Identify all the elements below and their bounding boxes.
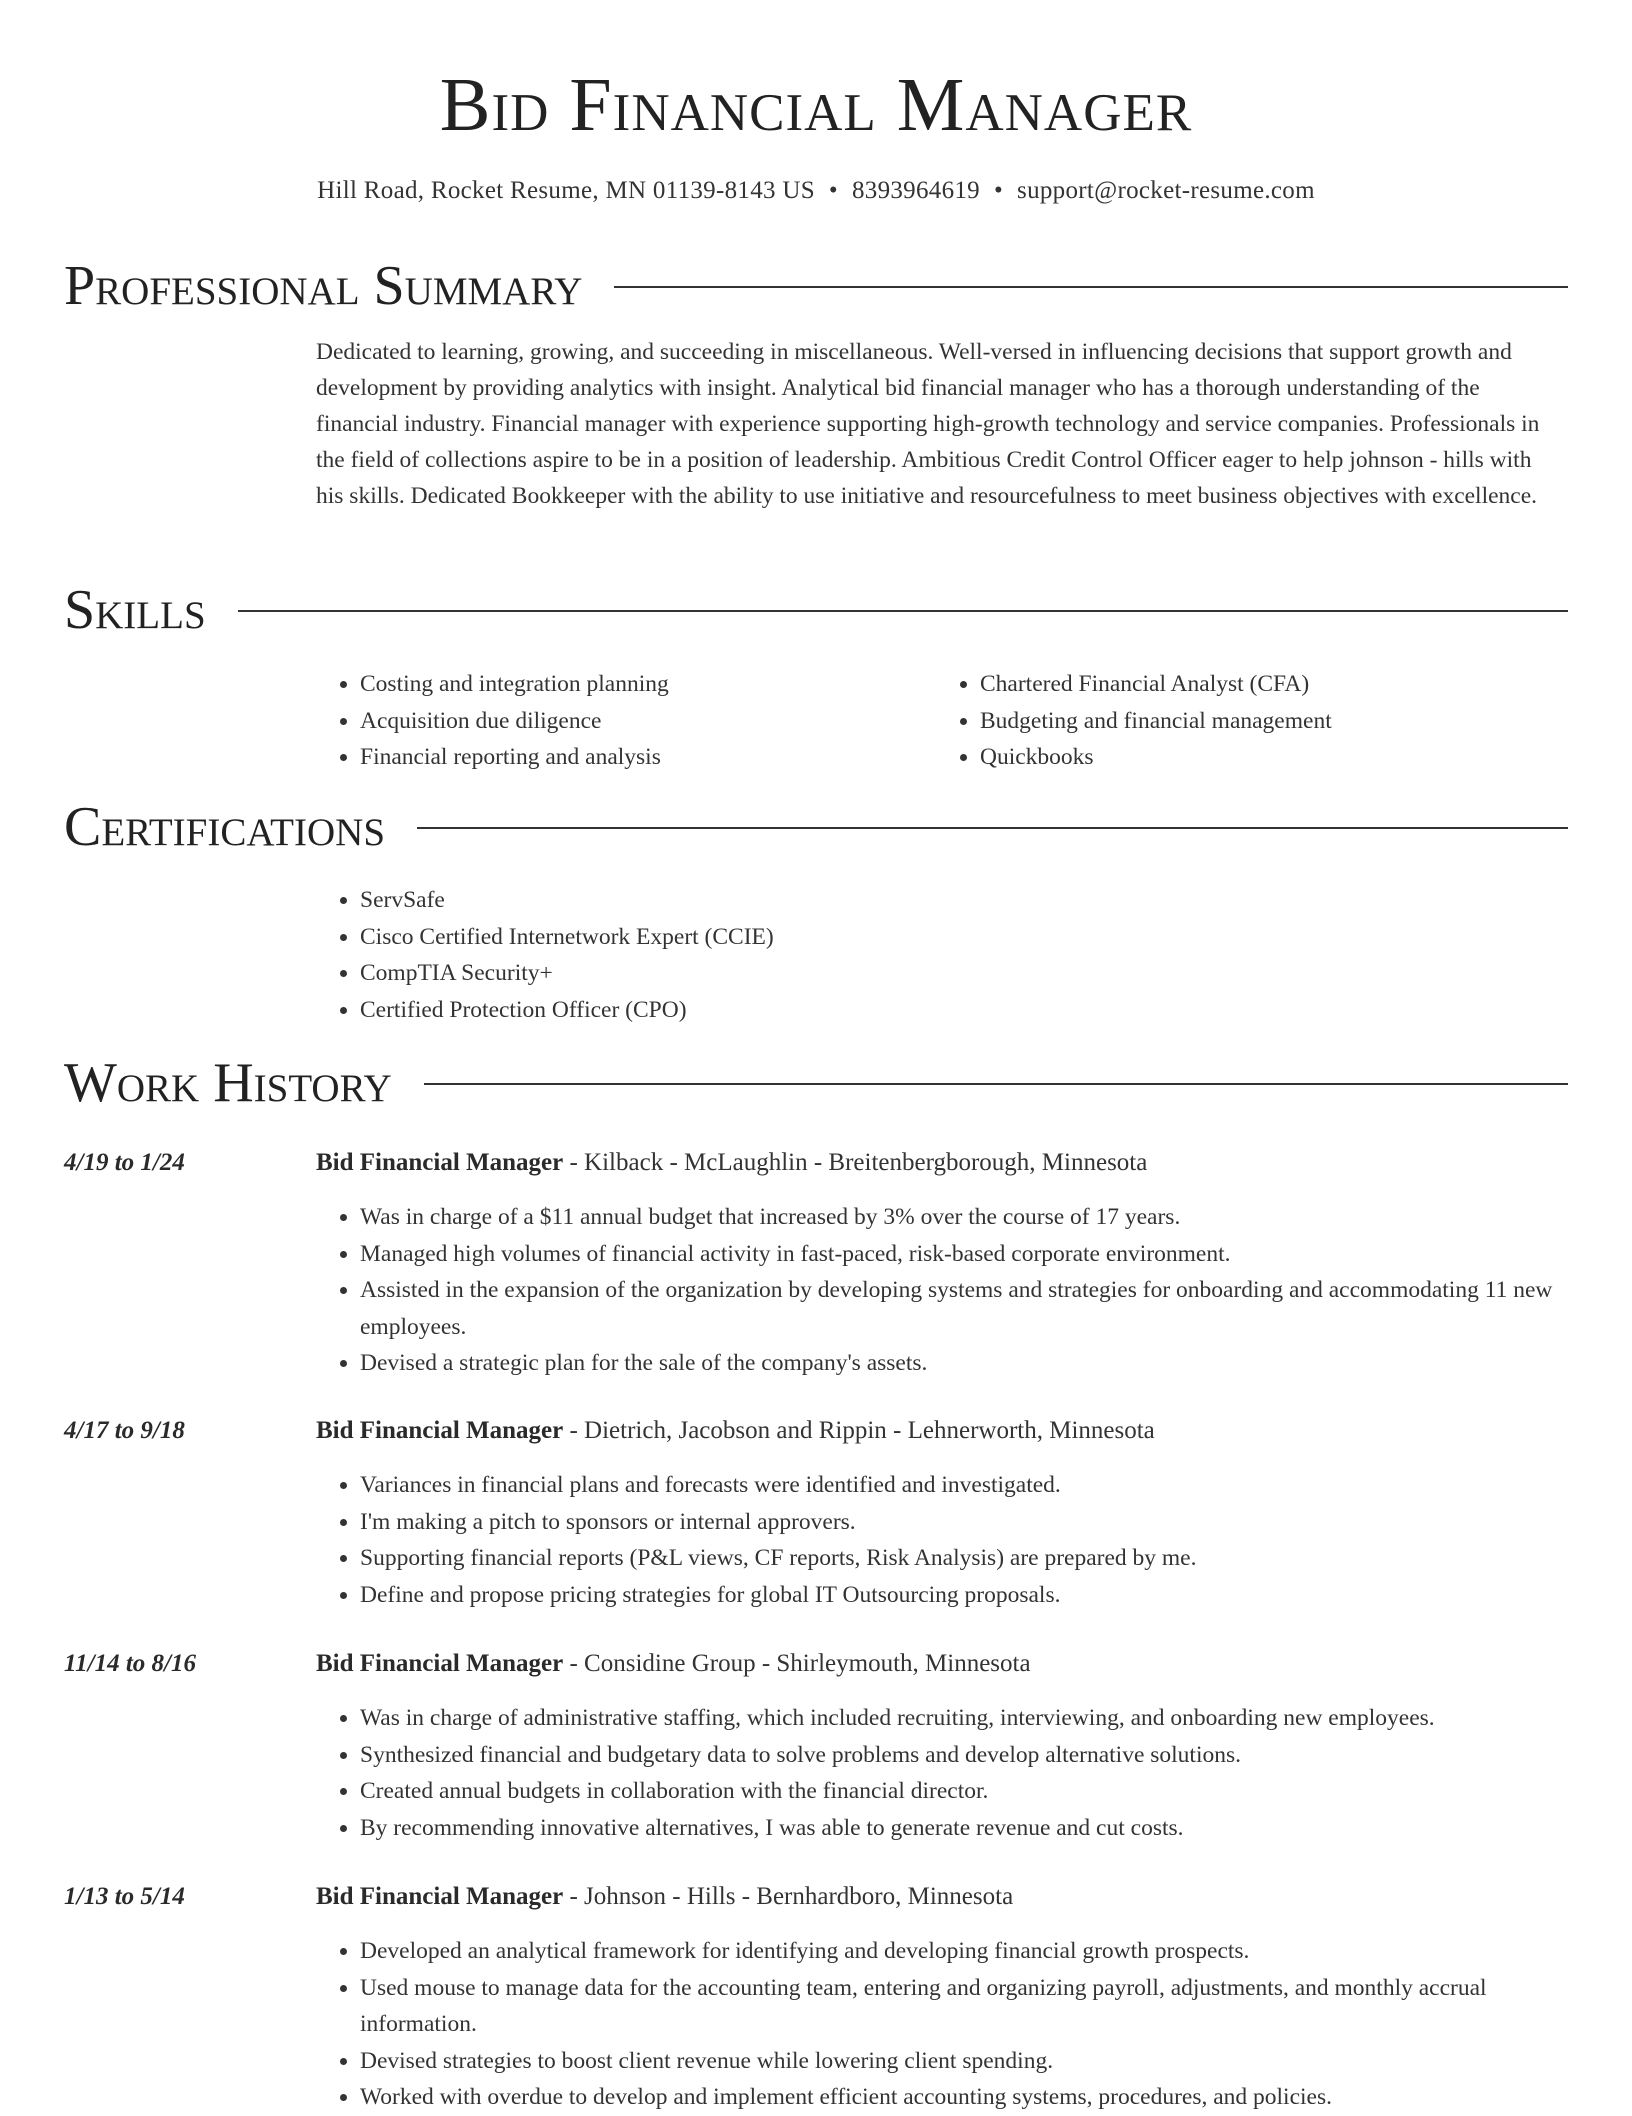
work-section-title: Work History	[64, 1052, 392, 1114]
skills-section-header	[64, 578, 1568, 642]
job-employer: - Considine Group - Shirleymouth, Minnesota	[563, 1650, 1031, 1677]
job-role: Bid Financial Manager	[316, 1650, 564, 1677]
skill-item: • Chartered Financial Analyst (CFA)	[980, 666, 1556, 703]
certification-item: • Certified Protection Officer (CPO)	[360, 992, 1564, 1029]
section-divider	[238, 610, 1568, 612]
summary-text: Dedicated to learning, growing, and succeeding in miscellaneous. Well-versed in influencing decisions that support growth and development by providing analytics with insight. Analytical bid financial manager who has a thorough understanding of the financial industry. Financial manager with experience supporting high-growth technology and service companies. Professionals in the field of collections aspire to be in a position of leadership. Ambitious Credit Control Officer eager to help johnson - hills with his skills. Dedicated Bookkeeper with the ability to use initiative and resourcefulness to meet business objectives with excellence.	[316, 339, 1540, 509]
job-bullet: • Created annual budgets in collaboration with the financial director.	[360, 1773, 1564, 1810]
job-bullet: • By recommending innovative alternatives, I was able to generate revenue and cut costs.	[360, 1810, 1564, 1847]
job-bullet: • Devised strategies to boost client revenue while lowering client spending.	[360, 2043, 1564, 2080]
contact-separator: •	[828, 177, 838, 204]
job-employer: - Dietrich, Jacobson and Rippin - Lehnerworth, Minnesota	[563, 1417, 1155, 1444]
job-bullet: • Developed an analytical framework for identifying and developing financial growth prospects.	[360, 1933, 1564, 1970]
job-role: Bid Financial Manager	[316, 1417, 564, 1444]
certification-item: • ServSafe	[360, 882, 1564, 919]
job-bullet: • Was in charge of administrative staffing, which included recruiting, interviewing, and onboarding new employees.	[360, 1700, 1564, 1737]
certification-item: • CompTIA Security+	[360, 955, 1564, 992]
job-bullets	[316, 1700, 1564, 1846]
job-dates: 4/17 to 9/18	[64, 1417, 185, 1444]
skills-section-title: Skills	[64, 579, 206, 641]
job-dates: 4/19 to 1/24	[64, 1149, 185, 1176]
section-divider	[614, 286, 1568, 288]
job-title-line	[316, 1145, 1147, 1181]
job-bullets	[316, 1933, 1564, 2116]
contact-email[interactable]: support@rocket-resume.com	[1017, 177, 1315, 204]
job-bullet: • Managed high volumes of financial activity in fast-paced, risk-based corporate environment.	[360, 1236, 1564, 1273]
skill-item: • Costing and integration planning	[360, 666, 936, 703]
job-bullets	[316, 1199, 1564, 1382]
job-title-line	[316, 1413, 1155, 1449]
job-employer: - Johnson - Hills - Bernhardboro, Minnesota	[563, 1883, 1014, 1910]
job-role: Bid Financial Manager	[316, 1149, 564, 1176]
skills-column-right	[936, 666, 1556, 776]
skill-item: • Financial reporting and analysis	[360, 739, 936, 776]
skills-list	[316, 666, 1564, 776]
job-bullet: • Synthesized financial and budgetary data to solve problems and develop alternative solutions.	[360, 1737, 1564, 1774]
candidate-name: Bid Financial Manager	[439, 63, 1193, 147]
job-dates: 1/13 to 5/14	[64, 1883, 185, 1910]
job-role: Bid Financial Manager	[316, 1883, 564, 1910]
skill-item: • Quickbooks	[980, 739, 1556, 776]
job-bullet: • Define and propose pricing strategies for global IT Outsourcing proposals.	[360, 1577, 1564, 1614]
job-bullets	[316, 1467, 1564, 1613]
section-divider	[424, 1083, 1568, 1085]
job-bullet: • Assisted in the expansion of the organization by developing systems and strategies for onboarding and accommodating 11 new employees.	[360, 1272, 1564, 1345]
job-title-line	[316, 1879, 1013, 1915]
certifications-list	[316, 882, 1564, 1028]
job-bullet: • Devised a strategic plan for the sale of the company's assets.	[360, 1345, 1564, 1382]
contact-separator: •	[993, 177, 1004, 204]
certifications-section-header	[64, 795, 1568, 859]
job-bullet: • Worked with overdue to develop and implement efficient accounting systems, procedures, and policies.	[360, 2079, 1564, 2116]
job-bullet: • I'm making a pitch to sponsors or internal approvers.	[360, 1504, 1564, 1541]
work-section-header	[64, 1051, 1568, 1115]
summary-section-title: Professional Summary	[64, 255, 583, 317]
job-bullet: • Variances in financial plans and forecasts were identified and investigated.	[360, 1467, 1564, 1504]
contact-phone: 8393964619	[851, 177, 980, 204]
contact-line	[0, 174, 1632, 208]
section-divider	[417, 827, 1568, 829]
summary-section-header	[64, 254, 1568, 318]
skills-column-left	[316, 666, 936, 776]
skill-item: • Acquisition due diligence	[360, 703, 936, 740]
job-bullet: • Used mouse to manage data for the accounting team, entering and organizing payroll, adjustments, and monthly accrual information.	[360, 1970, 1564, 2043]
job-bullet: • Supporting financial reports (P&L views, CF reports, Risk Analysis) are prepared by me.	[360, 1540, 1564, 1577]
job-employer: - Kilback - McLaughlin - Breitenbergborough, Minnesota	[563, 1149, 1148, 1176]
certification-item: • Cisco Certified Internetwork Expert (CCIE)	[360, 919, 1564, 956]
job-title-line	[316, 1646, 1031, 1682]
skill-item: • Budgeting and financial management	[980, 703, 1556, 740]
contact-address: Hill Road, Rocket Resume, MN 01139-8143 US	[317, 177, 815, 204]
job-dates: 11/14 to 8/16	[64, 1650, 196, 1677]
job-bullet: • Was in charge of a $11 annual budget that increased by 3% over the course of 17 years.	[360, 1199, 1564, 1236]
certifications-section-title: Certifications	[64, 796, 386, 858]
